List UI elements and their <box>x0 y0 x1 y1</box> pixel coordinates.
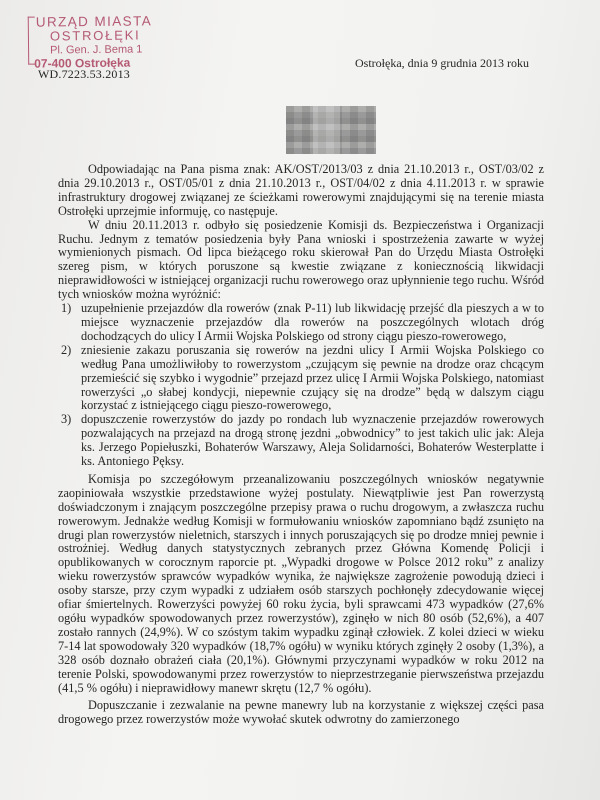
list-item-number: 3) <box>61 412 72 427</box>
stamp-bracket <box>28 17 36 65</box>
list-item <box>58 413 544 469</box>
stamp-office-name: URZĄD MIASTA <box>35 13 153 30</box>
letter-body <box>58 163 544 727</box>
paragraph-meeting: W dniu 20.11.2013 r. odbyło się posiedzenie Komisji ds. Bezpieczeństwa i Organizacji Ruchu. Jednym z tematów posiedzenia były Pana wnioski i spostrzeżenia zawarte w wyżej wymienionych pismach. Od lipca bieżącego roku skierował Pan do Urzędu Miasta Ostrołęki szereg pism, w których poruszone są kwestie związane z koniecznością likwidacji nieprawidłowości w istniejącej organizacji ruchu rowerowego oraz upłynnienie tego ruchu. Wśród tych wniosków można wyróżnić: <box>58 217 544 302</box>
list-item-text: zniesienie zakazu poruszania się rowerów na jezdni ulicy I Armii Wojska Polskiego co według Pana umożliwiłoby to rowerzystom „czującym się pewnie na drodze oraz chcącym przemieścić się szybko i wygodnie” przejazd przez ulicę I Armii Wojska Polskiego, natomiast rowerzyści „o słabej kondycji, niepewnie czujący się na drodze” będą w dalszym ciągu korzystać z istniejącego ciągu pieszo-rowerowego, <box>81 342 544 413</box>
stamp-postcode: 07-400 Ostrołęka <box>34 55 131 71</box>
list-item-text: uzupełnienie przejazdów dla rowerów (znak P-11) lub likwidację przejść dla pieszych a w to miejsce wyznaczenie przejazdów dla rowerów na poszczególnych wlotach dróg dochodzących do ulicy I Armii Wojska Polskiego od strony ciągu pieszo-rowerowego, <box>81 301 544 343</box>
letter-date: Ostrołęka, dnia 9 grudnia 2013 roku <box>355 56 529 70</box>
redacted-recipient <box>286 106 376 154</box>
paragraph-analysis: Komisja po szczegółowym przeanalizowaniu poszczególnych wniosków negatywnie zaopiniowała wszystkie przedstawione wyżej postulaty. Niewątpliwie jest Pan rowerzystą doświadczonym i znającym poszczególne przepisy prawa o ruchu drogowym, a zwłaszcza ruchu rowerowym. Jednakże według Komisji w formułowaniu wniosków zapomniano bądź zsunięto na drugi plan rowerzystów nieletnich, starszych i innych poruszających się po drodze mniej pewnie i ostrożniej. Według danych statystycznych zebranych przez Główna Komendę Policji i opublikowanych w corocznym raporcie pt. „Wypadki drogowe w Polsce 2012 roku” z analizy wieku rowerzystów sprawców wypadków wynika, że największe zagrożenie powodują dzieci i osoby starsze, przy czym wypadki z udziałem osób starszych pochłonęły zdecydowanie więcej ofiar śmiertelnych. Rowerzyści powyżej 60 roku życia, byli sprawcami 473 wypadków (27,6% ogółu wypadków spowodowanych przez rowerzystów), zginęło w nich 80 osób (52,6%), a 407 zostało rannych (24,9%). W co szóstym takim wypadku zginął człowiek. Z kolei dzieci w wieku 7-14 lat spowodowały 320 wypadków (18,7% ogółu) w wyniku których zginęły 2 osoby (1,3%), a 328 osób doznało obrażeń ciała (20,1%). Głównymi przyczynami wypadków w roku 2012 na terenie Polski, spowodowanymi przez rowerzystów to nieprzestrzeganie pierwszeństwa przejazdu (41,5 % ogółu) i nieprawidłowy manewr skrętu (12,7 % ogółu). <box>58 471 544 695</box>
list-item-number: 1) <box>61 301 72 316</box>
paragraph-intro: Odpowiadając na Pana pisma znak: AK/OST/2013/03 z dnia 21.10.2013 r., OST/03/02 z dnia 29.10.2013 r., OST/05/01 z dnia 21.10.2013 r., OST/04/02 z dnia 4.11.2013 r. w sprawie infrastruktury drogowej związanej ze ścieżkami rowerowymi znajdującymi się na terenie miasta Ostrołęki uprzejmie informuję, co następuje. <box>58 162 544 218</box>
requests-list <box>58 302 544 469</box>
list-item-number: 2) <box>61 342 72 357</box>
list-item <box>58 344 544 414</box>
office-stamp <box>28 14 159 70</box>
stamp-city: OSTROŁĘKI <box>49 27 141 44</box>
list-item <box>58 302 544 344</box>
paragraph-conclusion: Dopuszczanie i zezwalanie na pewne manewry lub na korzystanie z większej części pasa drogowego przez rowerzystów może wywołać skutek odwrotny do zamierzonego <box>58 698 544 727</box>
reference-number: WD.7223.53.2013 <box>38 67 130 81</box>
stamp-street: Pl. Gen. J. Bema 1 <box>50 43 143 57</box>
list-item-text: dopuszczenie rowerzystów do jazdy po rondach lub wyznaczenie przejazdów rowerowych pozwalających na przejazd na drogą stronę jezdni „obwodnicy” to jest takich ulic jak: Aleja ks. Jerzego Popiełuszki, Bohaterów Warszawy, Aleja Solidarności, Bohaterów Westerplatte i ks. Antoniego Pęksy. <box>81 412 544 469</box>
